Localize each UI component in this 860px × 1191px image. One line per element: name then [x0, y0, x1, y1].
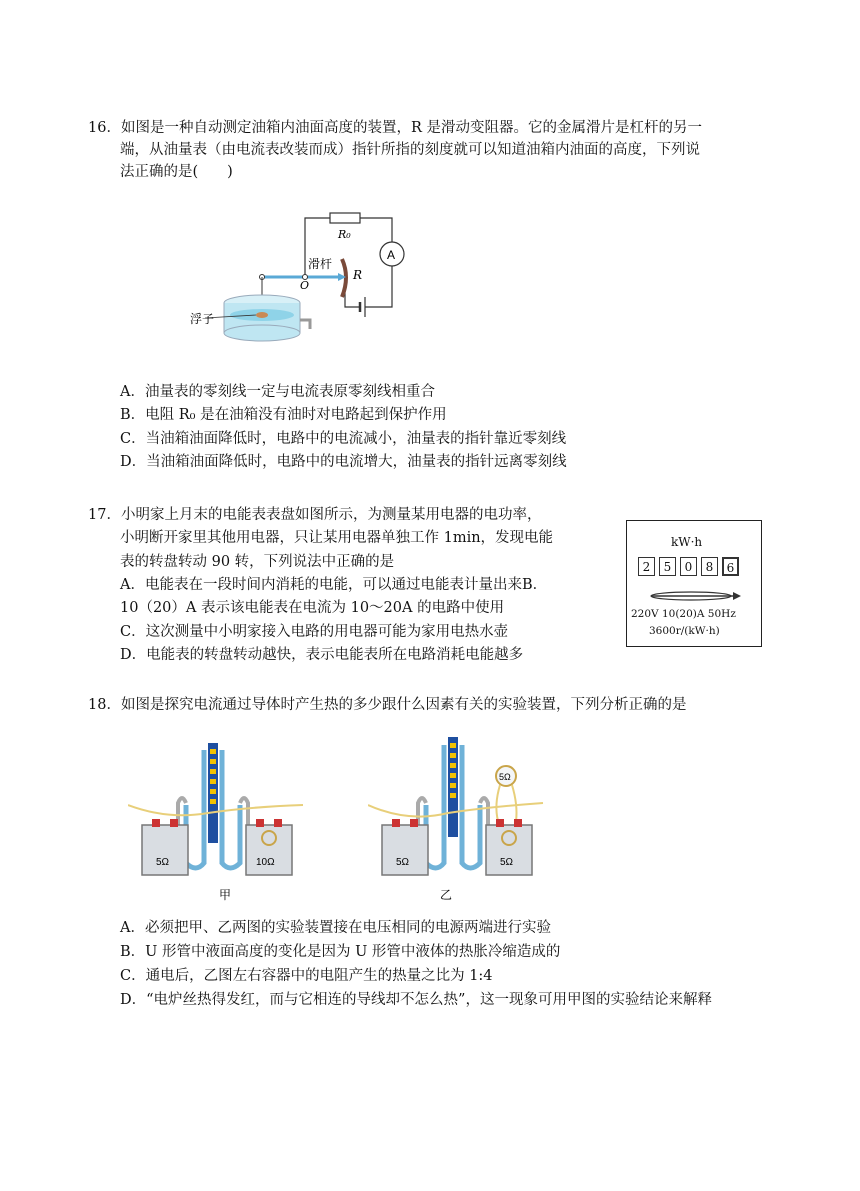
yi-caption: 乙	[440, 888, 453, 902]
q16-option-a: A．油量表的零刻线一定与电流表原零刻线相重合	[120, 384, 435, 400]
ammeter-label: A	[387, 248, 396, 262]
q18-option-a: A．必须把甲、乙两图的实验装置接在电压相同的电源两端进行实验	[120, 920, 551, 936]
q16-option-d: D．当油箱油面降低时，电路中的电流增大，油量表的指针远离零刻线	[120, 454, 567, 470]
q18-line-1: 18．如图是探究电流通过导体时产生热的多少跟什么因素有关的实验装置，下列分析正确的是	[88, 697, 687, 713]
q16-line-1: 16．如图是一种自动测定油箱内油面高度的装置，R 是滑动变阻器。它的金属滑片是杠杆的另一	[88, 120, 702, 136]
meter-digit: 8	[701, 557, 718, 576]
figure-jia-apparatus	[128, 735, 308, 905]
meter-digit: 0	[680, 557, 697, 576]
q18-option-c: C．通电后，乙图左右容器中的电阻产生的热量之比为 1:4	[120, 968, 493, 984]
oil-level-circuit-figure	[190, 205, 420, 355]
meter-digit-decimal: 6	[722, 557, 739, 576]
figure-yi-apparatus	[368, 735, 548, 905]
rheostat-label: R	[353, 268, 363, 282]
r0-label: R₀	[338, 228, 351, 241]
q17-line-1: 17．小明家上月末的电能表表盘如图所示，为测量某用电器的电功率，	[88, 507, 542, 523]
jia-left-resistor-label: 5Ω	[156, 857, 170, 868]
q16-option-b: B．电阻 R₀ 是在油箱没有油时对电路起到保护作用	[120, 407, 447, 423]
meter-digit: 5	[659, 557, 676, 576]
q18-option-d: D．“电炉丝热得发红，而与它相连的导线却不怎么热”，这一现象可用甲图的实验结论来解释	[120, 992, 712, 1008]
q16-line-2: 端，从油量表（由电流表改装而成）指针所指的刻度就可以知道油箱内油面的高度，下列说	[120, 142, 700, 158]
q17-line-3: 表的转盘转动 90 转，下列说法中正确的是	[120, 554, 395, 570]
yi-right-resistor-label: 5Ω	[500, 857, 514, 868]
meter-unit: kW·h	[671, 535, 703, 549]
q17-line-2: 小明断开家里其他用电器，只让某用电器单独工作 1min，发现电能	[120, 530, 554, 546]
q17-line-4: A．电能表在一段时间内消耗的电能，可以通过电能表计量出来B．	[120, 577, 548, 593]
resistor-r0-symbol	[330, 213, 360, 223]
q16-line-3: 法正确的是( )	[120, 164, 233, 180]
float-label: 浮子	[190, 312, 215, 326]
q18-option-b: B．U 形管中液面高度的变化是因为 U 形管中液体的热胀冷缩造成的	[120, 944, 561, 960]
q16-option-c: C．当油箱油面降低时，电路中的电流减小，油量表的指针靠近零刻线	[120, 431, 567, 447]
yi-top-resistor-label: 5Ω	[499, 772, 511, 782]
q17-option-d: D．电能表的转盘转动越快，表示电能表所在电路消耗电能越多	[120, 647, 524, 663]
lever-label: 滑杆	[308, 257, 333, 271]
yi-left-resistor-label: 5Ω	[396, 857, 410, 868]
meter-digit: 2	[638, 557, 655, 576]
pivot-label: O	[300, 279, 310, 292]
meter-revolutions: 3600r/(kW·h)	[649, 625, 720, 637]
float-shape	[256, 312, 268, 318]
meter-rating: 220V 10(20)A 50Hz	[631, 608, 736, 620]
q17-option-c: C．这次测量中小明家接入电路的用电器可能为家用电热水壶	[120, 624, 509, 640]
jia-right-resistor-label: 10Ω	[256, 857, 275, 868]
meter-disc-arrow	[647, 589, 743, 603]
jia-caption: 甲	[219, 888, 232, 902]
energy-meter-panel	[626, 520, 762, 647]
q17-line-5: 10（20）A 表示该电能表在电流为 10～20A 的电路中使用	[120, 600, 505, 616]
